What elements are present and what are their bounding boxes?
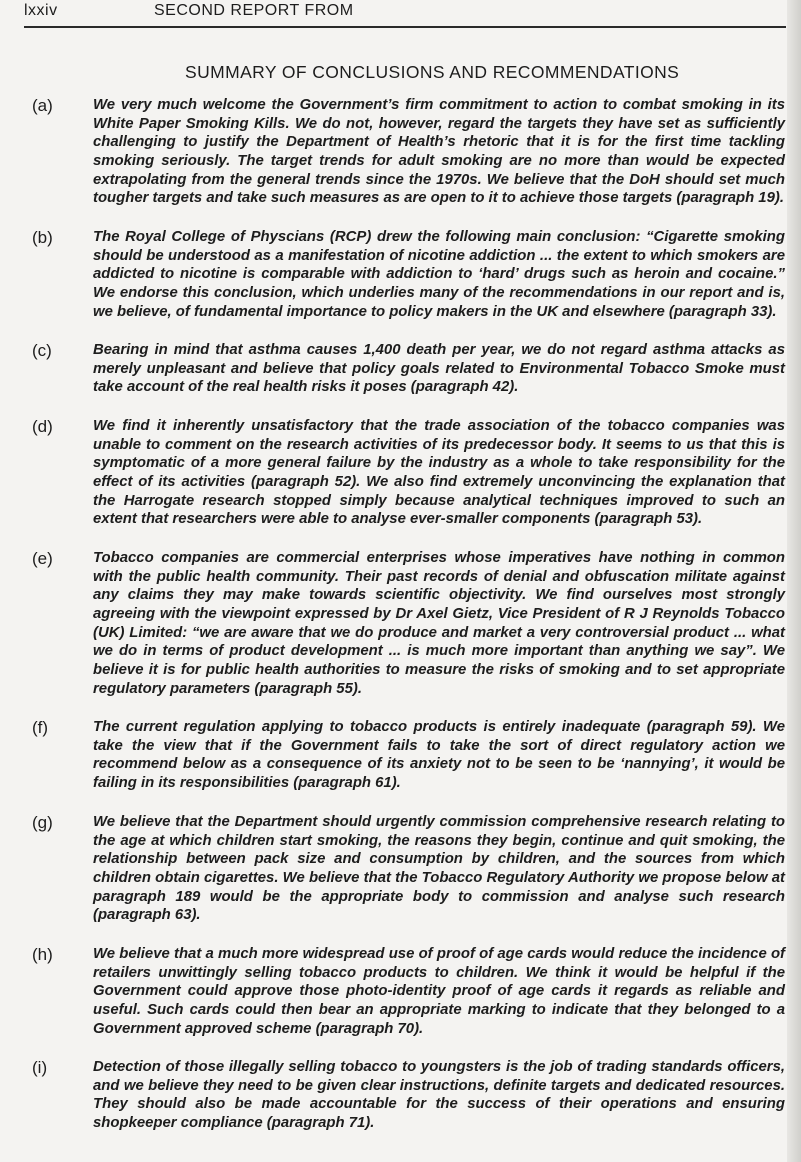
item-text: We find it inherently unsatisfactory that the trade association of the tobacco companies was unable to comment on the research activities of its predecessor body. It seems to us that this is symptomatic of a more general failure by the industry as a whole to take responsibility for the effect of its activities (paragraph 52). We also find extremely unconvincing the explanation that the Harrogate research stopped simply because analytical techniques improved to such an extent that researchers were able to analyse ever-smaller components (paragraph 53). bbox=[93, 418, 785, 528]
white-paper-title: Smoking Kills bbox=[185, 115, 286, 132]
item-label: (i) bbox=[32, 1058, 48, 1077]
item-label: (b) bbox=[32, 228, 53, 247]
item-text: We very much welcome the Government’s firm commitment to action to combat smoking in its White Paper Smoking Kills. We do not, however, regard the targets they have set as sufficiently challenging to justify the Department of Health’s rhetoric that it is for the first time tackling smoking seriously. The target trends for adult smoking are no more than would be expected extrapolating from the general trends since the 1970s. We believe that the DoH should set much tougher targets and take such measures as are open to it to achieve those targets (paragraph 19). bbox=[93, 97, 785, 207]
section-title: SUMMARY OF CONCLUSIONS AND RECOMMENDATIONS bbox=[185, 62, 680, 82]
page-number: lxxiv bbox=[24, 2, 58, 19]
item-text: Tobacco companies are commercial enterprises whose imperatives have nothing in common with the public health community. Their past records of denial and obfuscation militate against any claims they may make towards scientific objectivity. We find ourselves most strongly agreeing with the viewpoint expressed by Dr Axel Gietz, Vice President of R J Reynolds Tobacco (UK) Limited: “we are aware that we do produce and market a very controversial product ... what we do in terms of product development ... is much more important than anything we say”. We believe it is for public health authorities to measure the risks of smoking and to set appropriate regulatory parameters (paragraph 55). bbox=[93, 550, 785, 697]
item-label: (a) bbox=[32, 96, 53, 115]
item-label: (g) bbox=[32, 813, 53, 832]
item-text: Bearing in mind that asthma causes 1,400 death per year, we do not regard asthma attacks as merely unpleasant and believe that policy goals related to Environmental Tobacco Smoke must take account of the real health risks it poses (paragraph 42). bbox=[93, 342, 785, 396]
item-text: Detection of those illegally selling tobacco to youngsters is the job of trading standards officers, and we believe they need to be given clear instructions, definite targets and dedicated resources. They should also be made accountable for the success of their operations and ensuring shopkeeper compliance (paragraph 71). bbox=[93, 1059, 785, 1131]
item-label: (e) bbox=[32, 549, 53, 568]
page-edge-shadow bbox=[787, 0, 801, 1162]
page-header bbox=[24, 2, 784, 24]
item-text: We believe that a much more widespread use of proof of age cards would reduce the incidence of retailers unwittingly selling tobacco products to children. We think it would be helpful if the Government could approve those photo-identity proof of age cards it regards as reliable and useful. Such cards could then bear an appropriate marking to indicate that they belonged to a Government approved scheme (paragraph 70). bbox=[93, 946, 785, 1037]
item-text: We believe that the Department should urgently commission comprehensive research relating to the age at which children start smoking, the reasons they begin, continue and quit smoking, the relationship between pack size and consumption by children, and the sources from which children obtain cigarettes. We believe that the Tobacco Regulatory Authority we propose below at paragraph 189 would be the appropriate body to commission and analyse such research (paragraph 63). bbox=[93, 814, 785, 924]
item-label: (d) bbox=[32, 417, 53, 436]
item-label: (c) bbox=[32, 341, 52, 360]
header-rule bbox=[24, 26, 786, 28]
item-text: The Royal College of Physcians (RCP) drew the following main conclusion: “Cigarette smoking should be understood as a manifestation of nicotine addiction ... the extent to which smokers are addicted to nicotine is comparable with addiction to ‘hard’ drugs such as heroin and cocaine.” We endorse this conclusion, which underlies many of the recommendations in our report and is, we believe, of fundamental importance to policy makers in the UK and elsewhere (paragraph 33). bbox=[93, 229, 785, 320]
running-title: SECOND REPORT FROM bbox=[154, 2, 354, 19]
item-text: The current regulation applying to tobacco products is entirely inadequate (paragraph 59). We take the view that if the Government fails to take the sort of direct regulatory action we recommend below as a consequence of its anxiety not to be seen to be ‘nannying’, it would be failing in its responsibilities (paragraph 61). bbox=[93, 719, 785, 791]
item-label: (h) bbox=[32, 945, 53, 964]
item-label: (f) bbox=[32, 718, 49, 737]
